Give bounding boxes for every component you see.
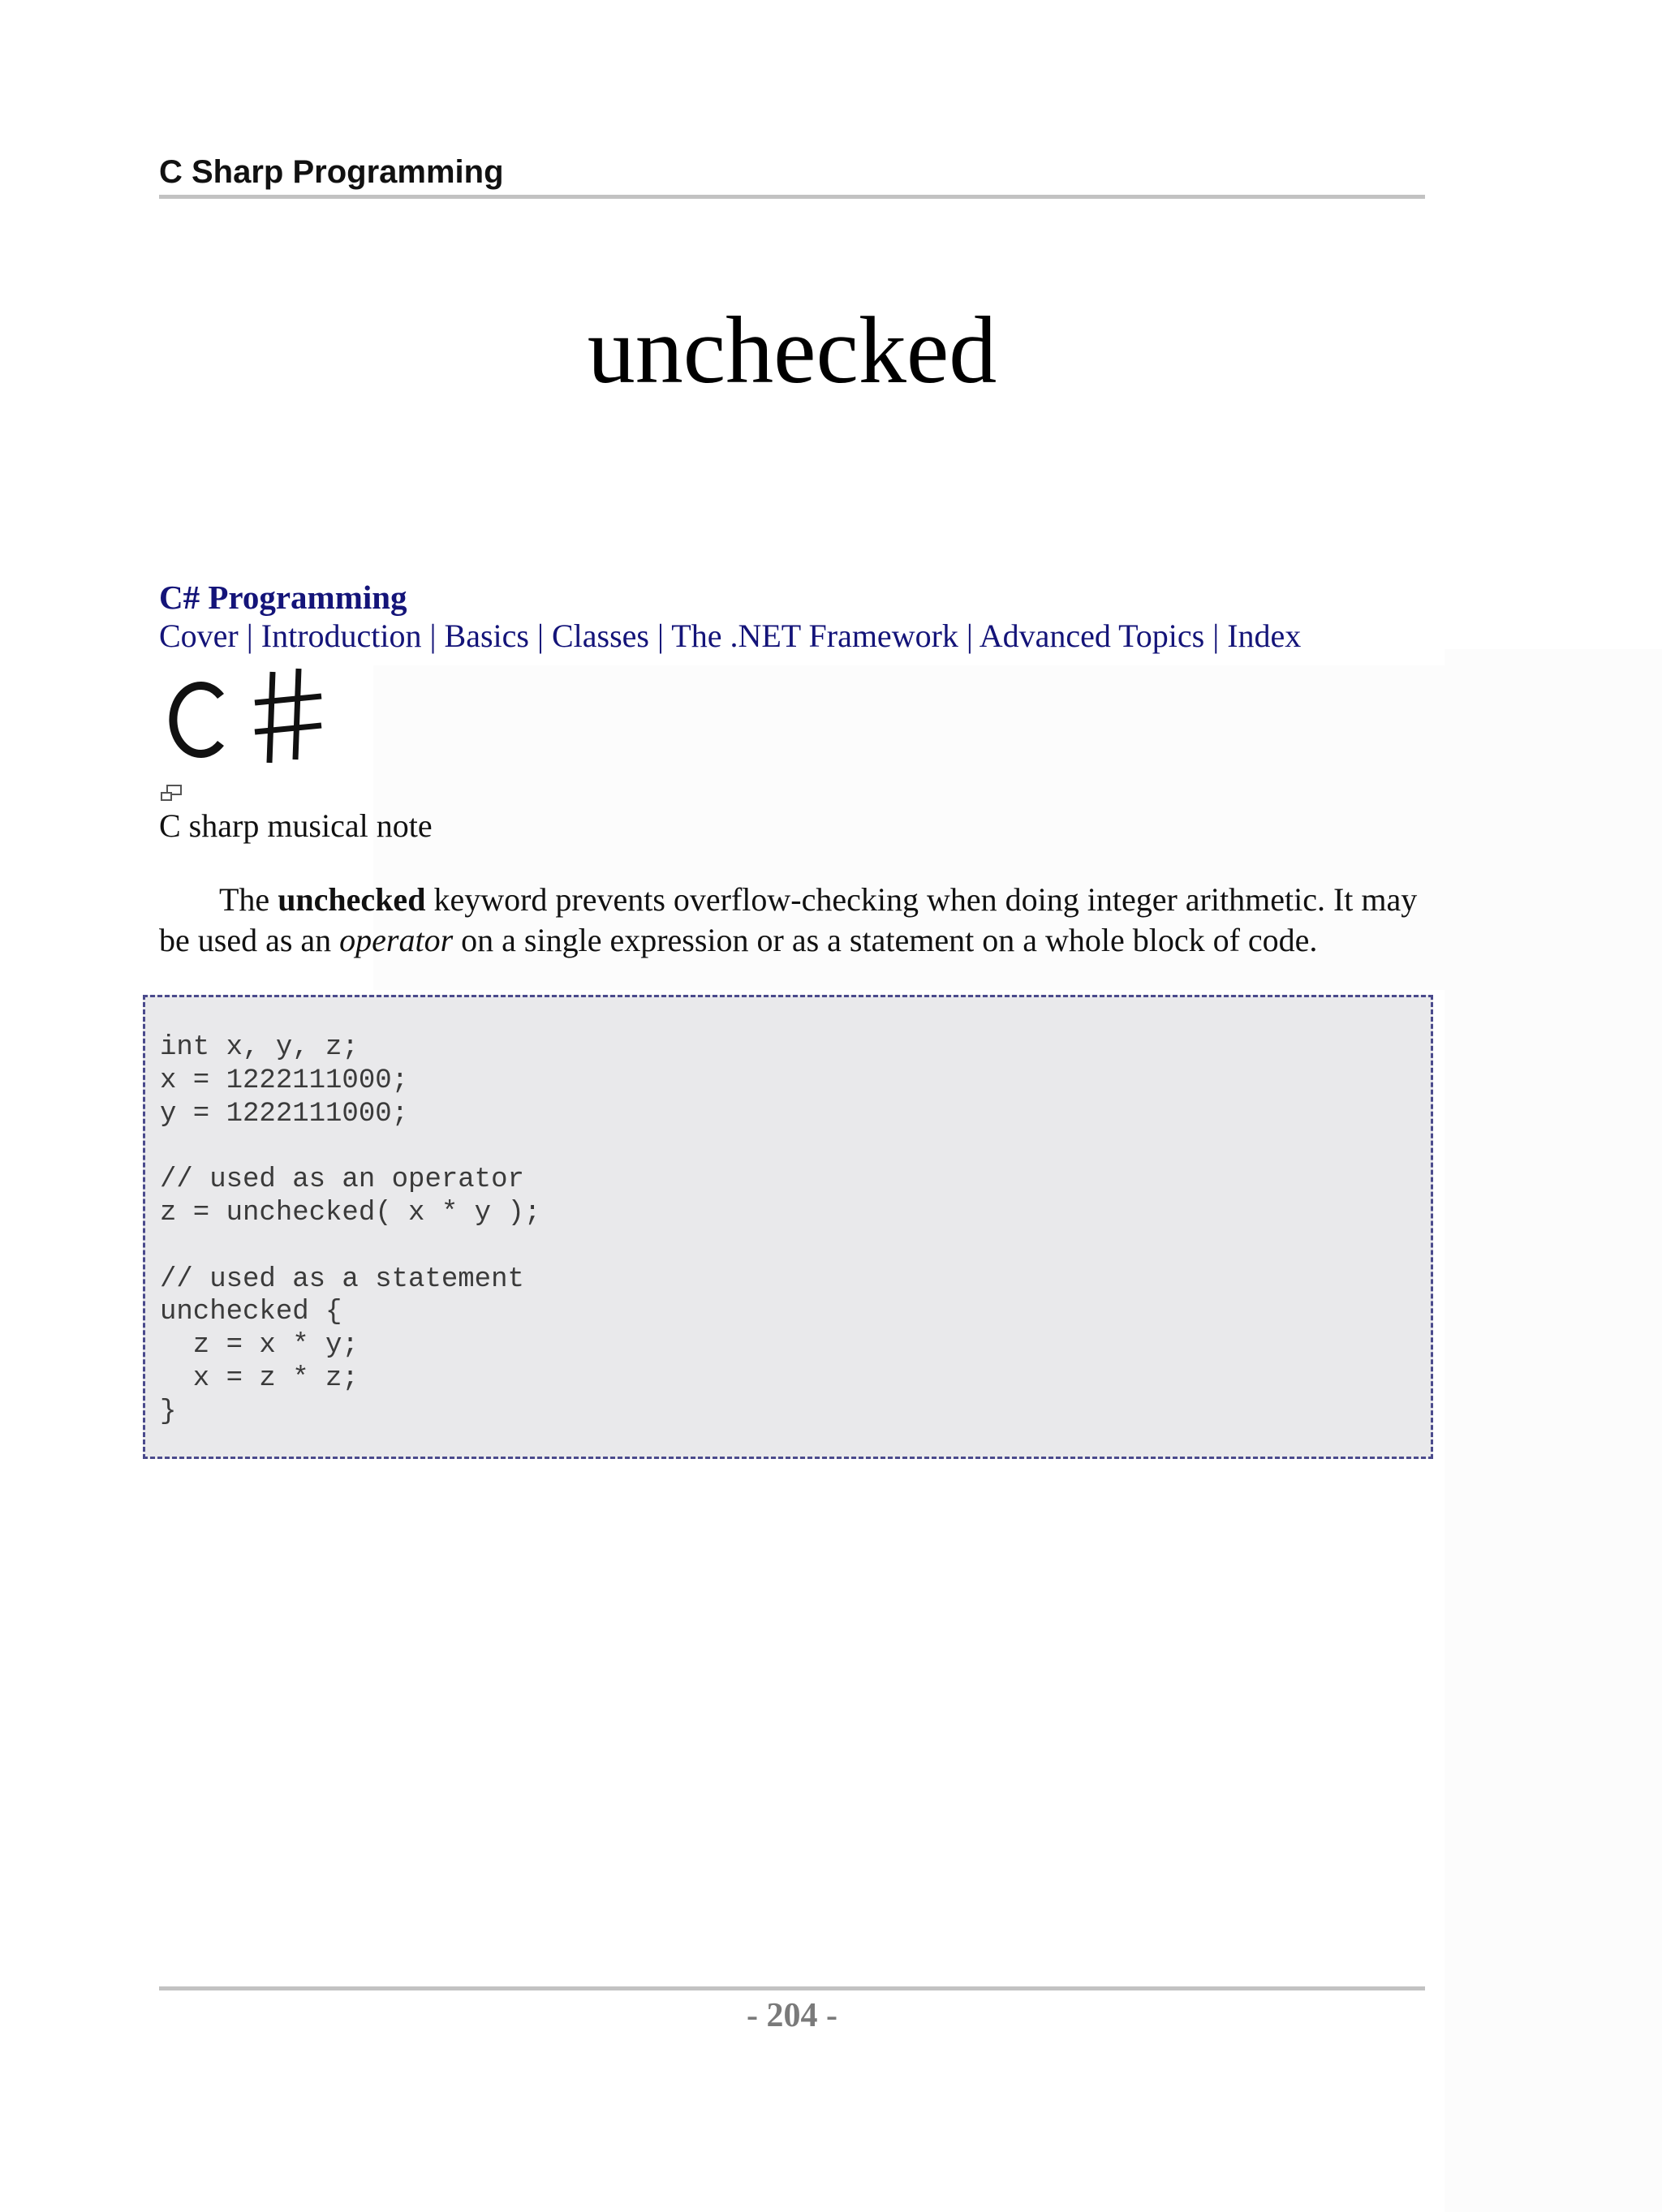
nav-separator: | xyxy=(238,618,261,654)
paragraph-text: on a single expression or as a statement on a whole block of code. xyxy=(453,922,1318,958)
nav-separator: | xyxy=(421,618,445,654)
nav-link-cover[interactable]: Cover xyxy=(159,618,239,654)
running-header: C Sharp Programming xyxy=(159,154,504,190)
enlarge-icon[interactable] xyxy=(159,784,183,803)
nav-separator: | xyxy=(1204,618,1228,654)
nav-link-classes[interactable]: Classes xyxy=(551,618,649,654)
nav-links xyxy=(159,617,1301,655)
nav-separator: | xyxy=(648,618,672,654)
paragraph-text: keyword prevents overflow-checking when doing integer arithmetic. It may be used as an xyxy=(159,881,1418,958)
nav-link-basics[interactable]: Basics xyxy=(444,618,529,654)
body-paragraph xyxy=(159,880,1433,961)
code-block xyxy=(143,995,1433,1459)
image-caption: C sharp musical note xyxy=(159,807,433,844)
nav-heading[interactable]: C# Programming xyxy=(159,579,407,616)
csharp-logo-icon[interactable] xyxy=(156,665,334,771)
page-shade xyxy=(1445,649,1662,2212)
nav-link-dotnet-framework[interactable]: The .NET Framework xyxy=(671,618,958,654)
nav-link-advanced-topics[interactable]: Advanced Topics xyxy=(979,618,1205,654)
footer-rule xyxy=(159,1986,1425,1990)
keyword-bold: unchecked xyxy=(278,881,426,918)
nav-link-index[interactable]: Index xyxy=(1227,618,1302,654)
nav-link-introduction[interactable]: Introduction xyxy=(260,618,422,654)
term-italic: operator xyxy=(339,922,454,958)
nav-separator: | xyxy=(528,618,552,654)
page-number: - 204 - xyxy=(747,1997,837,2034)
code-listing: int x, y, z; x = 1222111000; y = 1222111000; // used as an operator z = unchecked( x * y ); // used as a statement unchecked { z = x * y; x = z * z; } xyxy=(160,1032,541,1427)
header-rule xyxy=(159,195,1425,199)
nav-separator: | xyxy=(958,618,980,654)
paragraph-text: The xyxy=(219,881,278,918)
page-title: unchecked xyxy=(587,297,997,403)
